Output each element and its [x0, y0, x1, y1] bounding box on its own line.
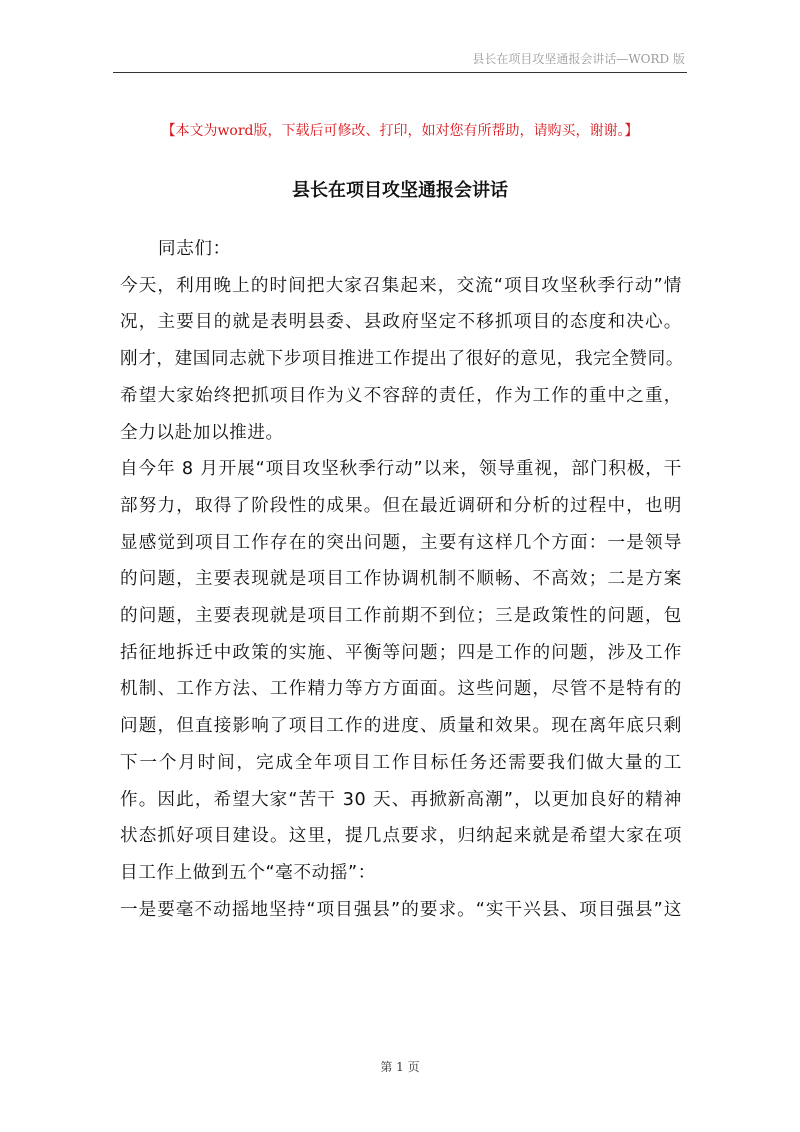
body-line: 目工作上做到五个“毫不动摇”： [120, 862, 376, 883]
body-line: 下一个月时间，完成全年项目工作目标任务还需要我们做大量的工 [120, 752, 682, 773]
body-line: 自今年 8 月开展“项目攻坚秋季行动”以来，领导重视，部门积极，干 [120, 459, 682, 480]
body-line: 状态抓好项目建设。这里，提几点要求，归纳起来就是希望大家在项 [120, 826, 682, 847]
running-header: 县长在项目攻坚通报会讲话—WORD 版 [472, 52, 685, 66]
salutation: 同志们： [158, 239, 231, 259]
body-line: 刚才，建国同志就下步项目推进工作提出了很好的意见，我完全赞同。 [120, 349, 685, 370]
download-notice: 【本文为word版，下载后可修改、打印，如对您有所帮助，请购买，谢谢。】 [161, 123, 639, 139]
body-line: 一是要毫不动摇地坚持“项目强县”的要求。“实干兴县、项目强县”这 [120, 899, 682, 920]
body-line: 显感觉到项目工作存在的突出问题，主要有这样几个方面：一是领导 [120, 532, 682, 553]
body-line: 机制、工作方法、工作精力等方方面面。这些问题，尽管不是特有的 [120, 679, 682, 700]
header-divider [113, 72, 687, 73]
body-line: 的问题，主要表现就是项目工作协调机制不顺畅、不高效；二是方案 [120, 569, 682, 590]
body-line: 的问题，主要表现就是项目工作前期不到位；三是政策性的问题，包 [120, 606, 682, 627]
body-line: 况，主要目的就是表明县委、县政府坚定不移抓项目的态度和决心。 [120, 312, 682, 333]
document-body [120, 231, 685, 928]
body-line: 问题，但直接影响了项目工作的进度、质量和效果。现在离年底只剩 [120, 716, 682, 737]
body-line: 希望大家始终把抓项目作为义不容辞的责任，作为工作的重中之重， [120, 385, 682, 406]
body-line: 今天，利用晚上的时间把大家召集起来，交流“项目攻坚秋季行动”情 [120, 275, 682, 296]
body-line: 作。因此，希望大家“苦干 30 天、再掀新高潮”，以更加良好的精神 [120, 789, 682, 810]
document-title: 县长在项目攻坚通报会讲话 [292, 180, 508, 201]
body-line: 括征地拆迁中政策的实施、平衡等问题；四是工作的问题，涉及工作 [120, 642, 682, 663]
page-number: 第 1 页 [380, 1060, 420, 1074]
body-line: 全力以赴加以推进。 [120, 422, 284, 443]
body-line: 部努力，取得了阶段性的成果。但在最近调研和分析的过程中，也明 [120, 495, 682, 516]
